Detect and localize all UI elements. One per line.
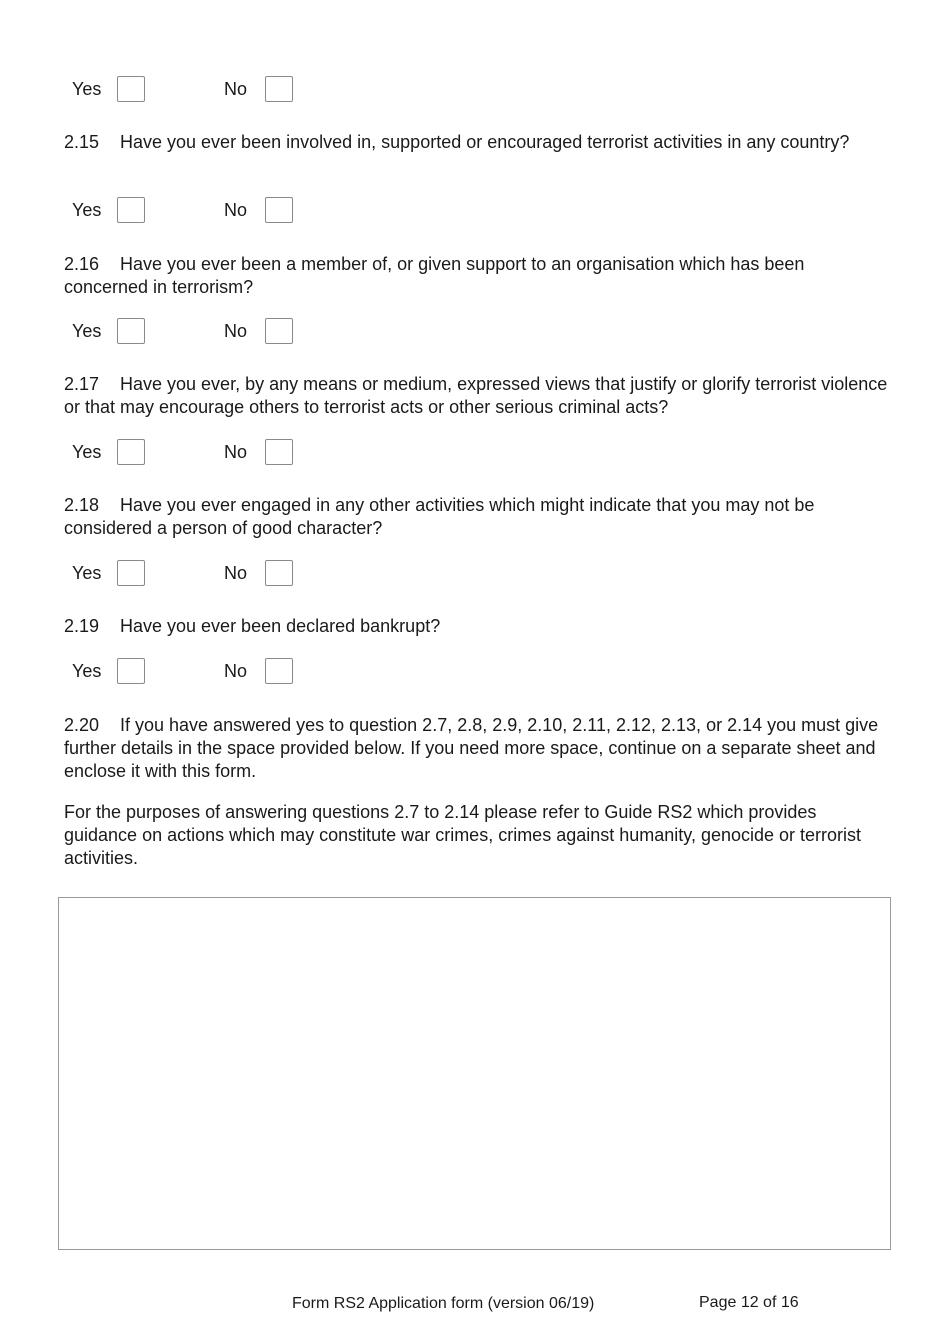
- no-checkbox-2-18[interactable]: [265, 560, 293, 586]
- no-checkbox-2-19[interactable]: [265, 658, 293, 684]
- answer-row-2-16: [72, 318, 372, 346]
- no-checkbox-2-15[interactable]: [265, 197, 293, 223]
- no-label: No: [224, 563, 248, 583]
- question-text: Have you ever been involved in, supported or encouraged terrorist activities in any country?: [120, 132, 850, 152]
- guidance-text: For the purposes of answering questions 2.7 to 2.14 please refer to Guide RS2 which provides guidance on actions which may constitute war crimes, crimes against humanity, genocide or terrorist activities.: [64, 802, 862, 868]
- footer-form-name: Form RS2 Application form (version 06/19): [292, 1295, 595, 1312]
- yes-label: Yes: [72, 442, 102, 462]
- no-label: No: [224, 79, 248, 99]
- no-checkbox-2-17[interactable]: [265, 439, 293, 465]
- yes-checkbox-2-17[interactable]: [117, 439, 145, 465]
- yes-checkbox-2-18[interactable]: [117, 560, 145, 586]
- question-number: 2.16: [64, 254, 100, 274]
- question-2-15: [64, 131, 884, 154]
- no-label: No: [224, 321, 248, 341]
- question-2-20: [64, 714, 884, 783]
- answer-row-2-15: [72, 197, 372, 225]
- question-2-18: [64, 494, 884, 540]
- question-2-19: [64, 615, 884, 638]
- question-number: 2.20: [64, 715, 100, 735]
- yes-label: Yes: [72, 321, 102, 341]
- no-checkbox-2-14[interactable]: [265, 76, 293, 102]
- question-number: 2.19: [64, 616, 100, 636]
- question-text: Have you ever been a member of, or given support to an organisation which has been concerned in terrorism?: [64, 254, 805, 297]
- answer-row-2-14: [72, 76, 372, 104]
- question-text: If you have answered yes to question 2.7, 2.8, 2.9, 2.10, 2.11, 2.12, 2.13, or 2.14 you must give further details in the space provided below. If you need more space, continue on a separate sheet and enclose it with this form.: [64, 715, 879, 781]
- no-label: No: [224, 442, 248, 462]
- answer-row-2-18: [72, 560, 372, 588]
- yes-label: Yes: [72, 661, 102, 681]
- question-number: 2.17: [64, 374, 100, 394]
- yes-label: Yes: [72, 200, 102, 220]
- yes-label: Yes: [72, 79, 102, 99]
- question-text: Have you ever been declared bankrupt?: [120, 616, 441, 636]
- no-checkbox-2-16[interactable]: [265, 318, 293, 344]
- answer-row-2-19: [72, 658, 372, 686]
- further-details-textarea[interactable]: [58, 897, 891, 1250]
- yes-checkbox-2-16[interactable]: [117, 318, 145, 344]
- question-text: Have you ever engaged in any other activities which might indicate that you may not be considered a person of good character?: [64, 495, 815, 538]
- answer-row-2-17: [72, 439, 372, 467]
- question-2-17: [64, 373, 894, 419]
- question-number: 2.18: [64, 495, 100, 515]
- question-text: Have you ever, by any means or medium, expressed views that justify or glorify terrorist violence or that may encourage others to terrorist acts or other serious criminal acts?: [64, 374, 888, 417]
- footer-page-number: Page 12 of 16: [699, 1294, 799, 1311]
- question-number: 2.15: [64, 132, 100, 152]
- no-label: No: [224, 200, 248, 220]
- yes-checkbox-2-19[interactable]: [117, 658, 145, 684]
- no-label: No: [224, 661, 248, 681]
- question-2-16: [64, 253, 884, 299]
- yes-label: Yes: [72, 563, 102, 583]
- yes-checkbox-2-15[interactable]: [117, 197, 145, 223]
- yes-checkbox-2-14[interactable]: [117, 76, 145, 102]
